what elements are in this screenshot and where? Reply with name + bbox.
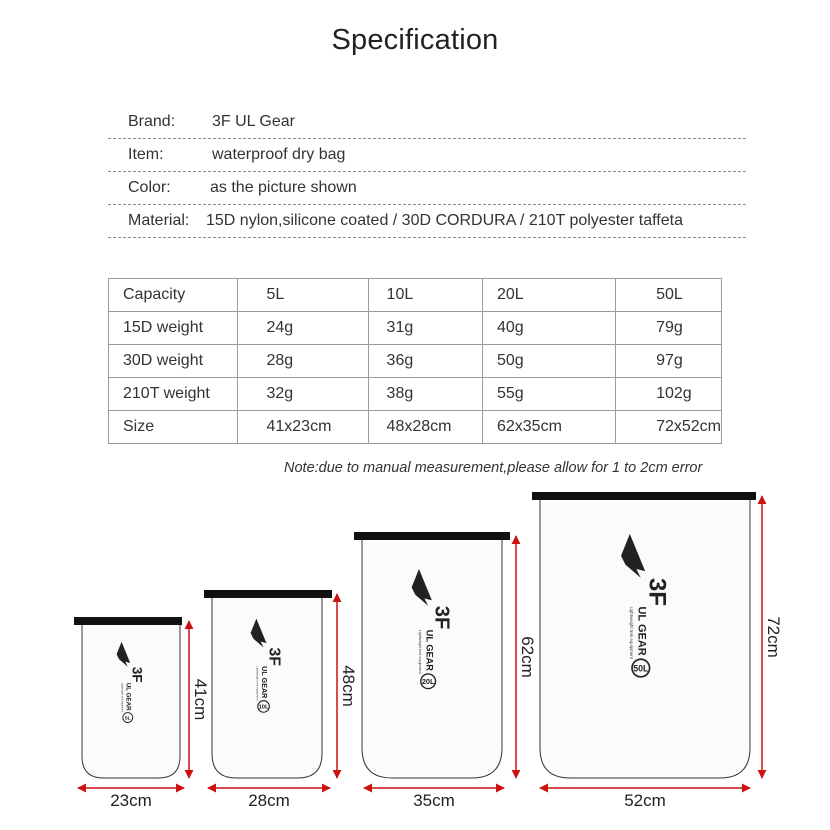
row-header-cell: Capacity bbox=[109, 279, 238, 312]
table-cell: 36g bbox=[368, 345, 482, 378]
spec-label: Item: bbox=[128, 146, 164, 163]
bag-roll-top bbox=[532, 492, 756, 500]
table-cell: 10L bbox=[368, 279, 482, 312]
spec-value: 15D nylon,silicone coated / 30D CORDURA / 210T polyester taffeta bbox=[206, 212, 683, 229]
spec-value: waterproof dry bag bbox=[212, 146, 346, 163]
table-cell: 24g bbox=[238, 312, 368, 345]
spec-label: Brand: bbox=[128, 113, 176, 130]
table-cell: 48x28cm bbox=[368, 411, 482, 444]
table-cell: 97g bbox=[616, 345, 722, 378]
bag-roll-top bbox=[354, 532, 510, 540]
width-label: 35cm bbox=[413, 791, 455, 810]
row-header-cell: Size bbox=[109, 411, 238, 444]
measurement-note: Note:due to manual measurement,please allow for 1 to 2cm error bbox=[284, 460, 703, 476]
table-cell: 5L bbox=[238, 279, 368, 312]
table-cell: 40g bbox=[482, 312, 615, 345]
logo-mark: 3F bbox=[643, 577, 671, 607]
logo-tagline: Lightweight trek equipment bbox=[255, 666, 260, 701]
capacity-badge: 10L bbox=[258, 704, 269, 711]
table-cell: 20L bbox=[482, 279, 615, 312]
table-cell: 102g bbox=[616, 378, 722, 411]
table-cell: 41x23cm bbox=[238, 411, 368, 444]
row-header-cell: 30D weight bbox=[109, 345, 238, 378]
table-cell: 38g bbox=[368, 378, 482, 411]
capacity-badge: 5L bbox=[124, 716, 131, 722]
spec-value: 3F UL Gear bbox=[212, 113, 295, 130]
logo-tagline: Lightweight trek equipment bbox=[120, 682, 124, 713]
spec-label: Color: bbox=[128, 179, 171, 196]
height-label: 41cm bbox=[191, 678, 210, 721]
table-cell: 50g bbox=[482, 345, 615, 378]
row-header-cell: 15D weight bbox=[109, 312, 238, 345]
logo-mark: 3F bbox=[265, 647, 283, 666]
bag-group bbox=[204, 590, 358, 810]
bag-group bbox=[532, 492, 783, 810]
table-cell: 31g bbox=[368, 312, 482, 345]
row-header-cell: 210T weight bbox=[109, 378, 238, 411]
spec-label: Material: bbox=[128, 212, 190, 229]
width-label: 52cm bbox=[624, 791, 666, 810]
logo-brand: UL GEAR bbox=[124, 682, 132, 711]
spec-value: as the picture shown bbox=[210, 179, 357, 196]
height-label: 62cm bbox=[518, 636, 537, 678]
table-cell: 32g bbox=[238, 378, 368, 411]
height-label: 48cm bbox=[339, 665, 358, 707]
logo-brand: UL GEAR bbox=[260, 666, 270, 699]
table-cell: 72x52cm bbox=[616, 411, 722, 444]
logo-brand: UL GEAR bbox=[424, 629, 435, 671]
table-cell: 28g bbox=[238, 345, 368, 378]
width-label: 23cm bbox=[110, 791, 152, 810]
logo-mark: 3F bbox=[129, 666, 145, 683]
table-cell: 62x35cm bbox=[482, 411, 615, 444]
bag-group bbox=[354, 532, 537, 810]
height-label: 72cm bbox=[764, 616, 783, 658]
capacity-badge: 50L bbox=[633, 663, 649, 674]
capacity-badge: 20L bbox=[421, 677, 435, 686]
page-title: Specification bbox=[331, 24, 499, 56]
logo-brand: UL GEAR bbox=[635, 606, 648, 656]
logo-tagline: Lightweight trek equipment bbox=[417, 629, 422, 674]
bag-roll-top bbox=[74, 617, 182, 625]
table-cell: 79g bbox=[616, 312, 722, 345]
logo-mark: 3F bbox=[430, 605, 453, 630]
table-cell: 55g bbox=[482, 378, 615, 411]
logo-tagline: Lightweight trek equipment bbox=[628, 606, 634, 659]
width-label: 28cm bbox=[248, 791, 290, 810]
bag-group bbox=[74, 617, 210, 810]
bag-roll-top bbox=[204, 590, 332, 598]
table-cell: 50L bbox=[616, 279, 722, 312]
